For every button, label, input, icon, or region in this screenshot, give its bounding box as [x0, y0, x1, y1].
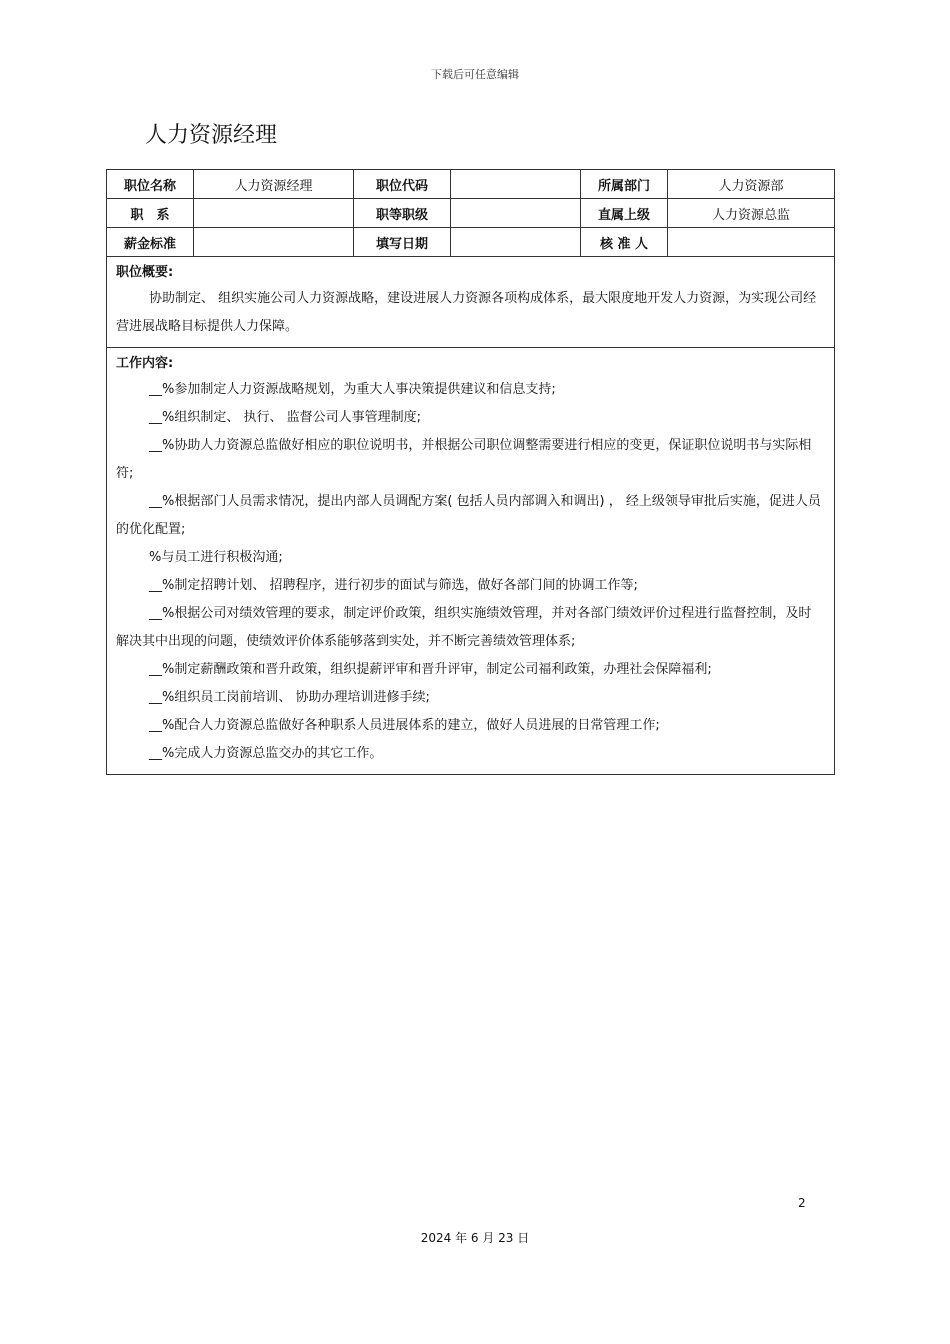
- department-label: 所属部门: [581, 170, 668, 199]
- footer-date: 2024 年 6 月 23 日: [420, 1231, 530, 1245]
- summary-row: [107, 257, 835, 348]
- job-grade-value: [451, 199, 581, 228]
- list-item: __%组织制定、 执行、 监督公司人事管理制度;: [149, 410, 421, 425]
- header-note: 下载后可任意编辑: [431, 68, 519, 81]
- duties-row: [107, 348, 835, 775]
- approver-value: [668, 228, 835, 257]
- page-number: 2: [798, 1196, 806, 1210]
- job-grade-label: 职等职级: [354, 199, 451, 228]
- document-title: 人力资源经理: [145, 123, 278, 148]
- salary-standard-value: [194, 228, 354, 257]
- summary-section: [107, 257, 835, 348]
- job-family-value: [194, 199, 354, 228]
- duties-heading: 工作内容:: [116, 356, 174, 371]
- supervisor-value: 人力资源总监: [668, 199, 835, 228]
- list-item: __%配合人力资源总监做好各种职系人员进展体系的建立，做好人员进展的日常管理工作;: [149, 718, 660, 733]
- supervisor-label: 直属上级: [581, 199, 668, 228]
- table-row: [107, 199, 835, 228]
- list-item: __%根据部门人员需求情况，提出内部人员调配方案( 包括人员内部调入和调出) ， 经上级领导审批后实施，促进人员的优化配置;: [116, 494, 821, 537]
- job-description-table: [106, 169, 835, 775]
- job-family-label: 职 系: [107, 199, 194, 228]
- position-code-label: 职位代码: [354, 170, 451, 199]
- list-item: __%根据公司对绩效管理的要求，制定评价政策，组织实施绩效管理，并对各部门绩效评价过程进行监督控制，及时解决其中出现的问题，使绩效评价体系能够落到实处，并不断完善绩效管理体系;: [116, 606, 812, 649]
- table-row: [107, 228, 835, 257]
- list-item: __%协助人力资源总监做好相应的职位说明书，并根据公司职位调整需要进行相应的变更，保证职位说明书与实际相符;: [116, 438, 812, 481]
- summary-text: 协助制定、 组织实施公司人力资源战略，建设进展人力资源各项构成体系，最大限度地开发人力资源，为实现公司经营进展战略目标提供人力保障。: [116, 291, 817, 334]
- position-name-label: 职位名称: [107, 170, 194, 199]
- list-item: %与员工进行积极沟通;: [149, 550, 283, 565]
- fill-date-value: [451, 228, 581, 257]
- position-code-value: [451, 170, 581, 199]
- list-item: __%参加制定人力资源战略规划，为重大人事决策提供建议和信息支持;: [149, 382, 556, 397]
- position-name-value: 人力资源经理: [194, 170, 354, 199]
- duties-section: [107, 348, 835, 775]
- list-item: __%组织员工岗前培训、 协助办理培训进修手续;: [149, 690, 430, 705]
- summary-heading: 职位概要:: [116, 265, 174, 280]
- list-item: __%制定招聘计划、 招聘程序，进行初步的面试与筛选，做好各部门间的协调工作等;: [149, 578, 638, 593]
- list-item: __%完成人力资源总监交办的其它工作。: [149, 746, 383, 761]
- table-row: [107, 170, 835, 199]
- approver-label: 核 准 人: [581, 228, 668, 257]
- salary-standard-label: 薪金标准: [107, 228, 194, 257]
- department-value: 人力资源部: [668, 170, 835, 199]
- fill-date-label: 填写日期: [354, 228, 451, 257]
- list-item: __%制定薪酬政策和晋升政策，组织提薪评审和晋升评审，制定公司福利政策，办理社会保障福利;: [149, 662, 712, 677]
